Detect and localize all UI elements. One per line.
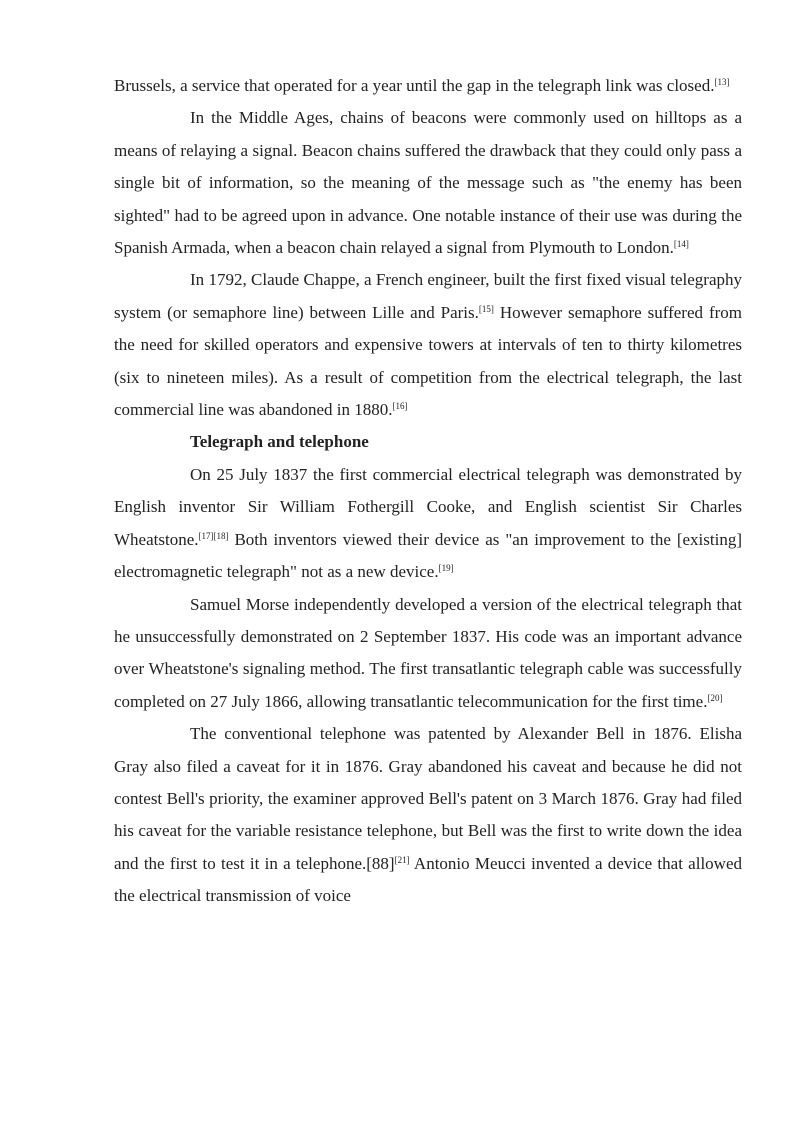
paragraph-text: On 25 July 1837 the first commercial electrical telegraph was demonstrated by English inventor Sir William Fothergill Cooke, and English scientist Sir Charles Wheatstone. [114, 464, 742, 549]
paragraph-text: Samuel Morse independently developed a version of the electrical telegraph that he unsuccessfully demonstrated on 2 September 1837. His code was an important advance over Wheatstone's signaling method. The first transatlantic telegraph cable was successfully completed on 27 July 1866, allowing transatlantic telecommunication for the first time. [114, 594, 742, 711]
paragraph-text: Antonio Meucci invented a device that allowed the electrical transmission of voice [114, 853, 742, 906]
paragraph-brussels [114, 70, 742, 102]
citation-15[interactable]: [15] [478, 303, 494, 314]
paragraph-morse [114, 589, 742, 719]
citation-19[interactable]: [19] [438, 563, 454, 574]
citation-17-18[interactable]: [17][18] [198, 530, 229, 541]
paragraph-text: The conventional telephone was patented by Alexander Bell in 1876. Elisha Gray also filed a caveat for it in 1876. Gray abandoned his caveat and because he did not contest Bell's priority, the examiner approved Bell's patent on 3 March 1876. Gray had filed his caveat for the variable resistance telephone, but Bell was the first to write down the idea and the first to test it in a telephone.[88] [114, 724, 742, 873]
citation-16[interactable]: [16] [392, 401, 408, 412]
citation-13[interactable]: [13] [714, 77, 730, 87]
paragraph-cooke-wheatstone [114, 459, 742, 589]
paragraph-text: In the Middle Ages, chains of beacons were commonly used on hilltops as a means of relaying a signal. Beacon chains suffered the drawback that they could only pass a single bit of information, so the meaning of the message such as "the enemy has been sighted" had to be agreed upon in advance. One notable instance of their use was during the Spanish Armada, when a beacon chain relayed a signal from Plymouth to London. [114, 108, 742, 258]
paragraph-chappe [114, 264, 742, 426]
citation-21[interactable]: [21] [394, 854, 410, 865]
document-page [114, 70, 742, 913]
citation-20[interactable]: [20] [707, 692, 723, 703]
paragraph-middle-ages [114, 102, 742, 264]
section-heading: Telegraph and telephone [190, 432, 369, 452]
paragraph-telephone [114, 718, 742, 912]
citation-14[interactable]: [14] [673, 239, 689, 250]
paragraph-text: However semaphore suffered from the need for skilled operators and expensive towers at intervals of ten to thirty kilometres (six to nineteen miles). As a result of competition from the electrical telegraph, the last commercial line was abandoned in 1880. [114, 302, 742, 420]
paragraph-text: Brussels, a service that operated for a year until the gap in the telegraph link was closed. [114, 76, 715, 95]
paragraph-text: Both inventors viewed their device as "an improvement to the [existing] electromagnetic telegraph" not as a new device. [114, 529, 742, 582]
paragraph-text: In 1792, Claude Chappe, a French engineer, built the first fixed visual telegraphy system (or semaphore line) between Lille and Paris. [114, 270, 742, 322]
